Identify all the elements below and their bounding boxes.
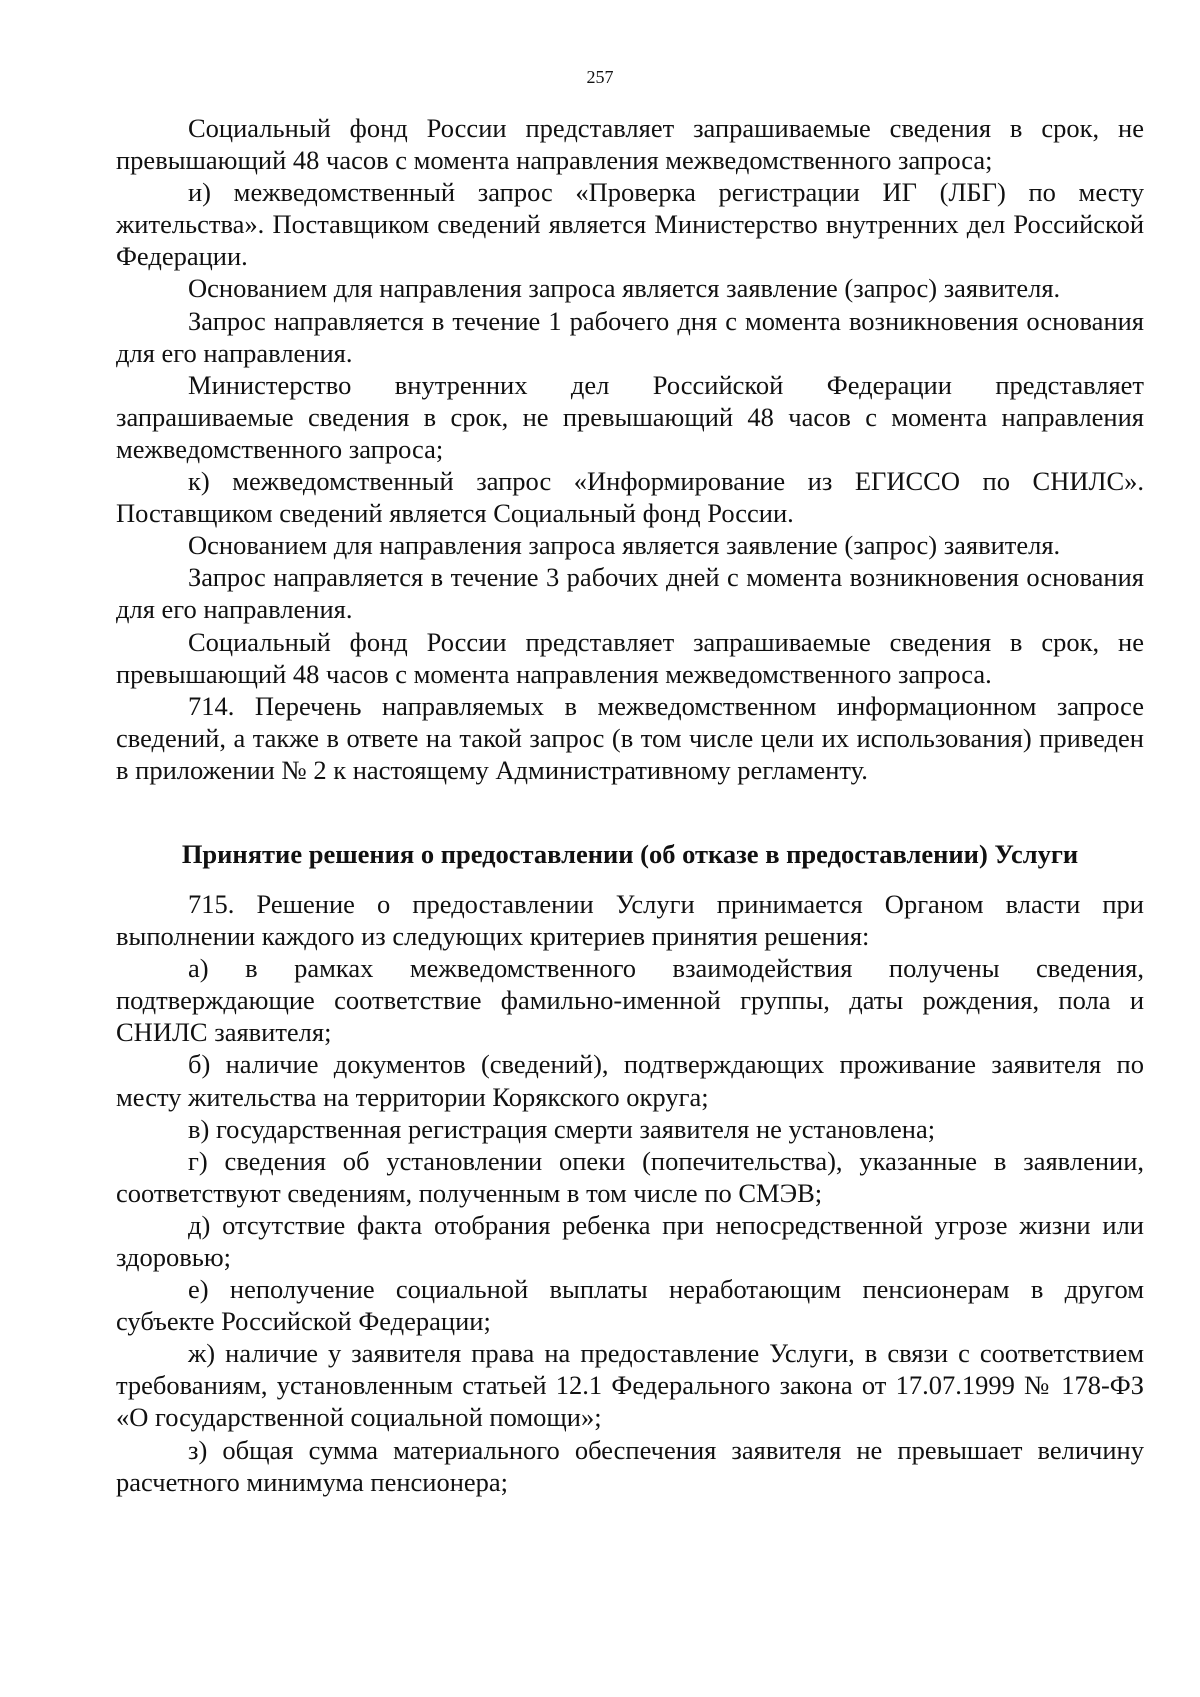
paragraph: 715. Решение о предоставлении Услуги принимается Органом власти при выполнении каждого из следующих критериев принятия решения: bbox=[116, 888, 1144, 952]
paragraph: Основанием для направления запроса является заявление (запрос) заявителя. bbox=[188, 530, 1061, 561]
list-item: з) общая сумма материального обеспечения заявителя не превышает величину расчетного минимума пенсионера; bbox=[116, 1434, 1144, 1497]
list-item: а) в рамках межведомственного взаимодействия получены сведения, подтверждающие соответствие фамильно-именной группы, даты рождения, пола и СНИЛС заявителя; bbox=[116, 953, 1144, 1048]
list-item: б) наличие документов (сведений), подтверждающих проживание заявителя по месту жительства на территории Корякского округа; bbox=[116, 1049, 1144, 1112]
page-number: 257 bbox=[586, 67, 614, 87]
paragraph: Министерство внутренних дел Российской Федерации представляет запрашиваемые сведения в срок, не превышающий 48 часов с момента направления межведомственного запроса; bbox=[116, 369, 1144, 464]
paragraph: 714. Перечень направляемых в межведомственном информационном запросе сведений, а также в ответе на такой запрос (в том числе цели их использования) приведен в приложении № 2 к настоящему Административному регламенту. bbox=[116, 690, 1144, 785]
paragraph: Социальный фонд России представляет запрашиваемые сведения в срок, не превышающий 48 часов с момента направления межведомственного запроса; bbox=[116, 113, 1144, 176]
paragraph: Запрос направляется в течение 3 рабочих дней с момента возникновения основания для его направления. bbox=[116, 562, 1144, 625]
list-item: е) неполучение социальной выплаты неработающим пенсионерам в другом субъекте Российской Федерации; bbox=[116, 1274, 1144, 1337]
paragraph: Социальный фонд России представляет запрашиваемые сведения в срок, не превышающий 48 часов с момента направления межведомственного запроса. bbox=[116, 626, 1144, 689]
paragraph: к) межведомственный запрос «Информирование из ЕГИССО по СНИЛС». Поставщиком сведений является Социальный фонд России. bbox=[116, 466, 1144, 529]
paragraph: Запрос направляется в течение 1 рабочего дня с момента возникновения основания для его направления. bbox=[116, 305, 1144, 368]
paragraph: и) межведомственный запрос «Проверка регистрации ИГ (ЛБГ) по месту жительства». Поставщиком сведений является Министерство внутренних дел Российской Федерации. bbox=[116, 177, 1144, 272]
list-item: ж) наличие у заявителя права на предоставление Услуги, в связи с соответствием требованиям, установленным статьей 12.1 Федерального закона от 17.07.1999 № 178-ФЗ «О государственной социальной помощи»; bbox=[116, 1338, 1144, 1433]
paragraph: Основанием для направления запроса является заявление (запрос) заявителя. bbox=[188, 273, 1061, 304]
list-item: д) отсутствие факта отобрания ребенка при непосредственной угрозе жизни или здоровью; bbox=[116, 1209, 1144, 1272]
list-item: г) сведения об установлении опеки (попечительства), указанные в заявлении, соответствуют сведениям, полученным в том числе по СМЭВ; bbox=[116, 1145, 1144, 1208]
list-item: в) государственная регистрация смерти заявителя не установлена; bbox=[188, 1113, 936, 1144]
section-heading: Принятие решения о предоставлении (об отказе в предоставлении) Услуги bbox=[181, 838, 1079, 869]
document-body bbox=[116, 112, 1144, 1498]
